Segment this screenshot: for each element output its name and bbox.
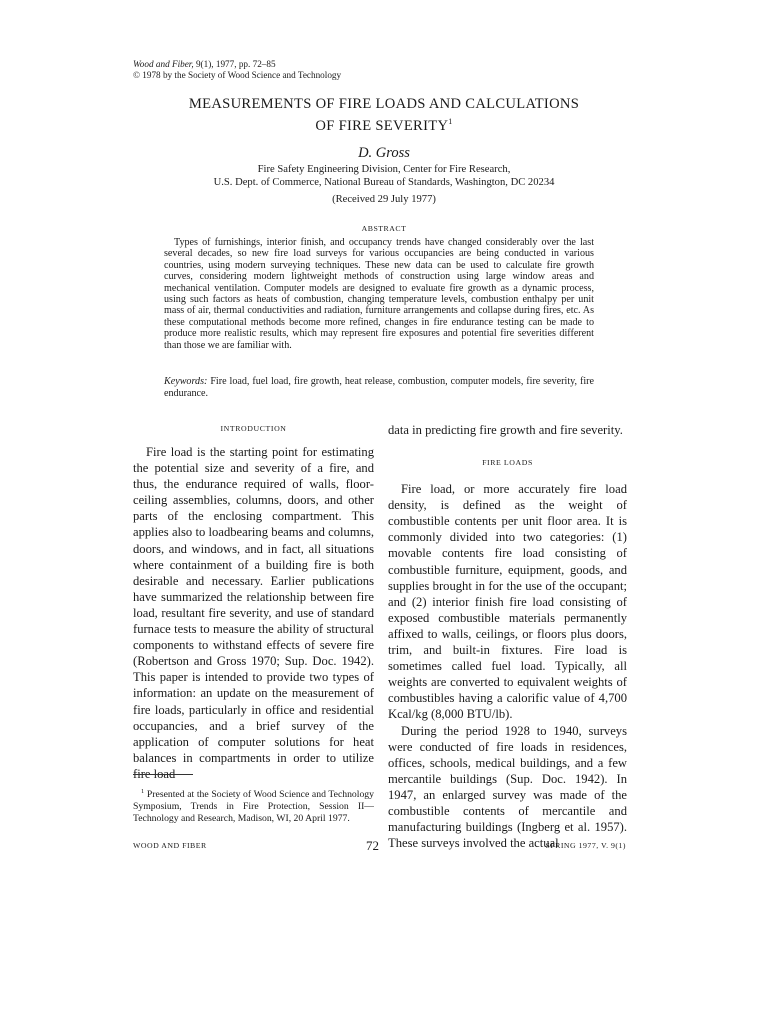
copyright-line: © 1978 by the Society of Wood Science and Technology	[133, 70, 342, 80]
introduction-heading: INTRODUCTION	[220, 424, 287, 433]
journal-name: Wood and Fiber,	[133, 59, 194, 69]
title-line-2	[100, 113, 668, 135]
title-footnote-mark: 1	[448, 117, 453, 126]
footnote	[133, 786, 374, 825]
page-number: 72	[366, 838, 379, 853]
citation-volume: 9(1), 1977, pp. 72–85	[193, 59, 276, 69]
keywords-label: Keywords:	[164, 376, 208, 387]
paper-title	[100, 96, 668, 135]
abstract-heading: ABSTRACT	[361, 224, 407, 233]
introduction-paragraph: Fire load is the starting point for estimating the potential size and severity of a fire, and thus, the endurance required of walls, floor-ceiling assemblies, columns, doors, and other parts of the enclosing compartment. This applies also to loadbearing beams and columns, doors, and windows, and in fact, all situations where containment of a building fire is both desirable and necessary. Earlier publications have summarized the relationship between fire load, resultant fire severity, and use of standard furnace tests to measure the ability of structural components to withstand effects of severe fire (Robertson and Gross 1970; Sup. Doc. 1942). This paper is intended to provide two types of information: an update on the measurement of fire loads, particularly in office and residential occupancies, and a brief survey of the application of computer solutions for heat balances in compartments in order to utilize fire load	[133, 445, 374, 781]
fire-loads-heading: FIRE LOADS	[482, 458, 533, 468]
title-line-1: MEASUREMENTS OF FIRE LOADS AND CALCULATIONS	[188, 96, 580, 112]
received-date: (Received 29 July 1977)	[332, 194, 436, 205]
footer-issue: SPRING 1977, V. 9(1)	[545, 841, 626, 850]
footer-journal: WOOD AND FIBER	[133, 841, 207, 850]
left-column	[133, 424, 374, 782]
keywords-line	[164, 376, 594, 399]
citation-line	[133, 59, 341, 70]
keywords-list: Fire load, fuel load, fire growth, heat release, combustion, computer models, fire severity, fire endurance.	[164, 376, 594, 399]
author-name: D. Gross	[358, 145, 410, 161]
fire-loads-paragraph-1: Fire load, or more accurately fire load density, is defined as the weight of combustible contents per unit floor area. It is commonly divided into two categories: (1) movable contents fire load consisting of combustible furniture, equipment, goods, and supplies brought in for the use of the occupant; and (2) interior finish fire load consisting of exposed combustible materials permanently affixed to walls, ceilings, or floors plus doors, trim, and built-in fixtures. Fire load is sometimes called fuel load. Typically, all weights are converted to equivalent weights of combustibles having a calorific value of 4,700 Kcal/kg (8,000 BTU/lb).	[388, 482, 627, 722]
footnote-divider	[133, 774, 193, 775]
footnote-mark: 1	[141, 788, 145, 795]
affiliation-line-1: Fire Safety Engineering Division, Center for Fire Research,	[257, 164, 511, 175]
right-column	[388, 422, 627, 851]
introduction-continuation: data in predicting fire growth and fire severity.	[388, 423, 623, 437]
affiliation-line-2: U.S. Dept. of Commerce, National Bureau of Standards, Washington, DC 20234	[213, 177, 555, 188]
footnote-text: Presented at the Society of Wood Science and Technology Symposium, Trends in Fire Protection, Session II—Technology and Research, Madison, WI, 20 April 1977.	[133, 789, 374, 825]
fire-loads-paragraph-2: During the period 1928 to 1940, surveys were conducted of fire loads in residences, offices, schools, medical buildings, and a few mercantile buildings (Sup. Doc. 1942). In 1947, an enlarged survey was made of the combustible contents of mercantile and manufacturing buildings (Ingberg et al. 1957). These surveys involved the actual	[388, 723, 627, 851]
citation-header	[133, 59, 341, 81]
author-affiliation	[100, 163, 668, 189]
abstract-text: Types of furnishings, interior finish, and occupancy trends have changed considerably over the last several decades, so new fire load surveys for various occupancies are being conducted in various countries, using modern surveying techniques. These new data can be used to calculate fire growth curves, considering modern lightweight methods of construction using large window areas and mechanical ventilation. Computer models are designed to evaluate fire growth as a dynamic process, using such factors as heats of combustion, changing temperature levels, combustion enthalpy per unit mass of air, thermal conductivities and radiation, furniture arrangements and collapse during fires, etc. As these computational methods become more refined, changes in fire endurance testing can be made to produce more realistic results, which may represent fire exposures and potential fire severities different than those we are familiar with.	[164, 237, 594, 351]
title-line-2-text: OF FIRE SEVERITY	[315, 118, 449, 134]
